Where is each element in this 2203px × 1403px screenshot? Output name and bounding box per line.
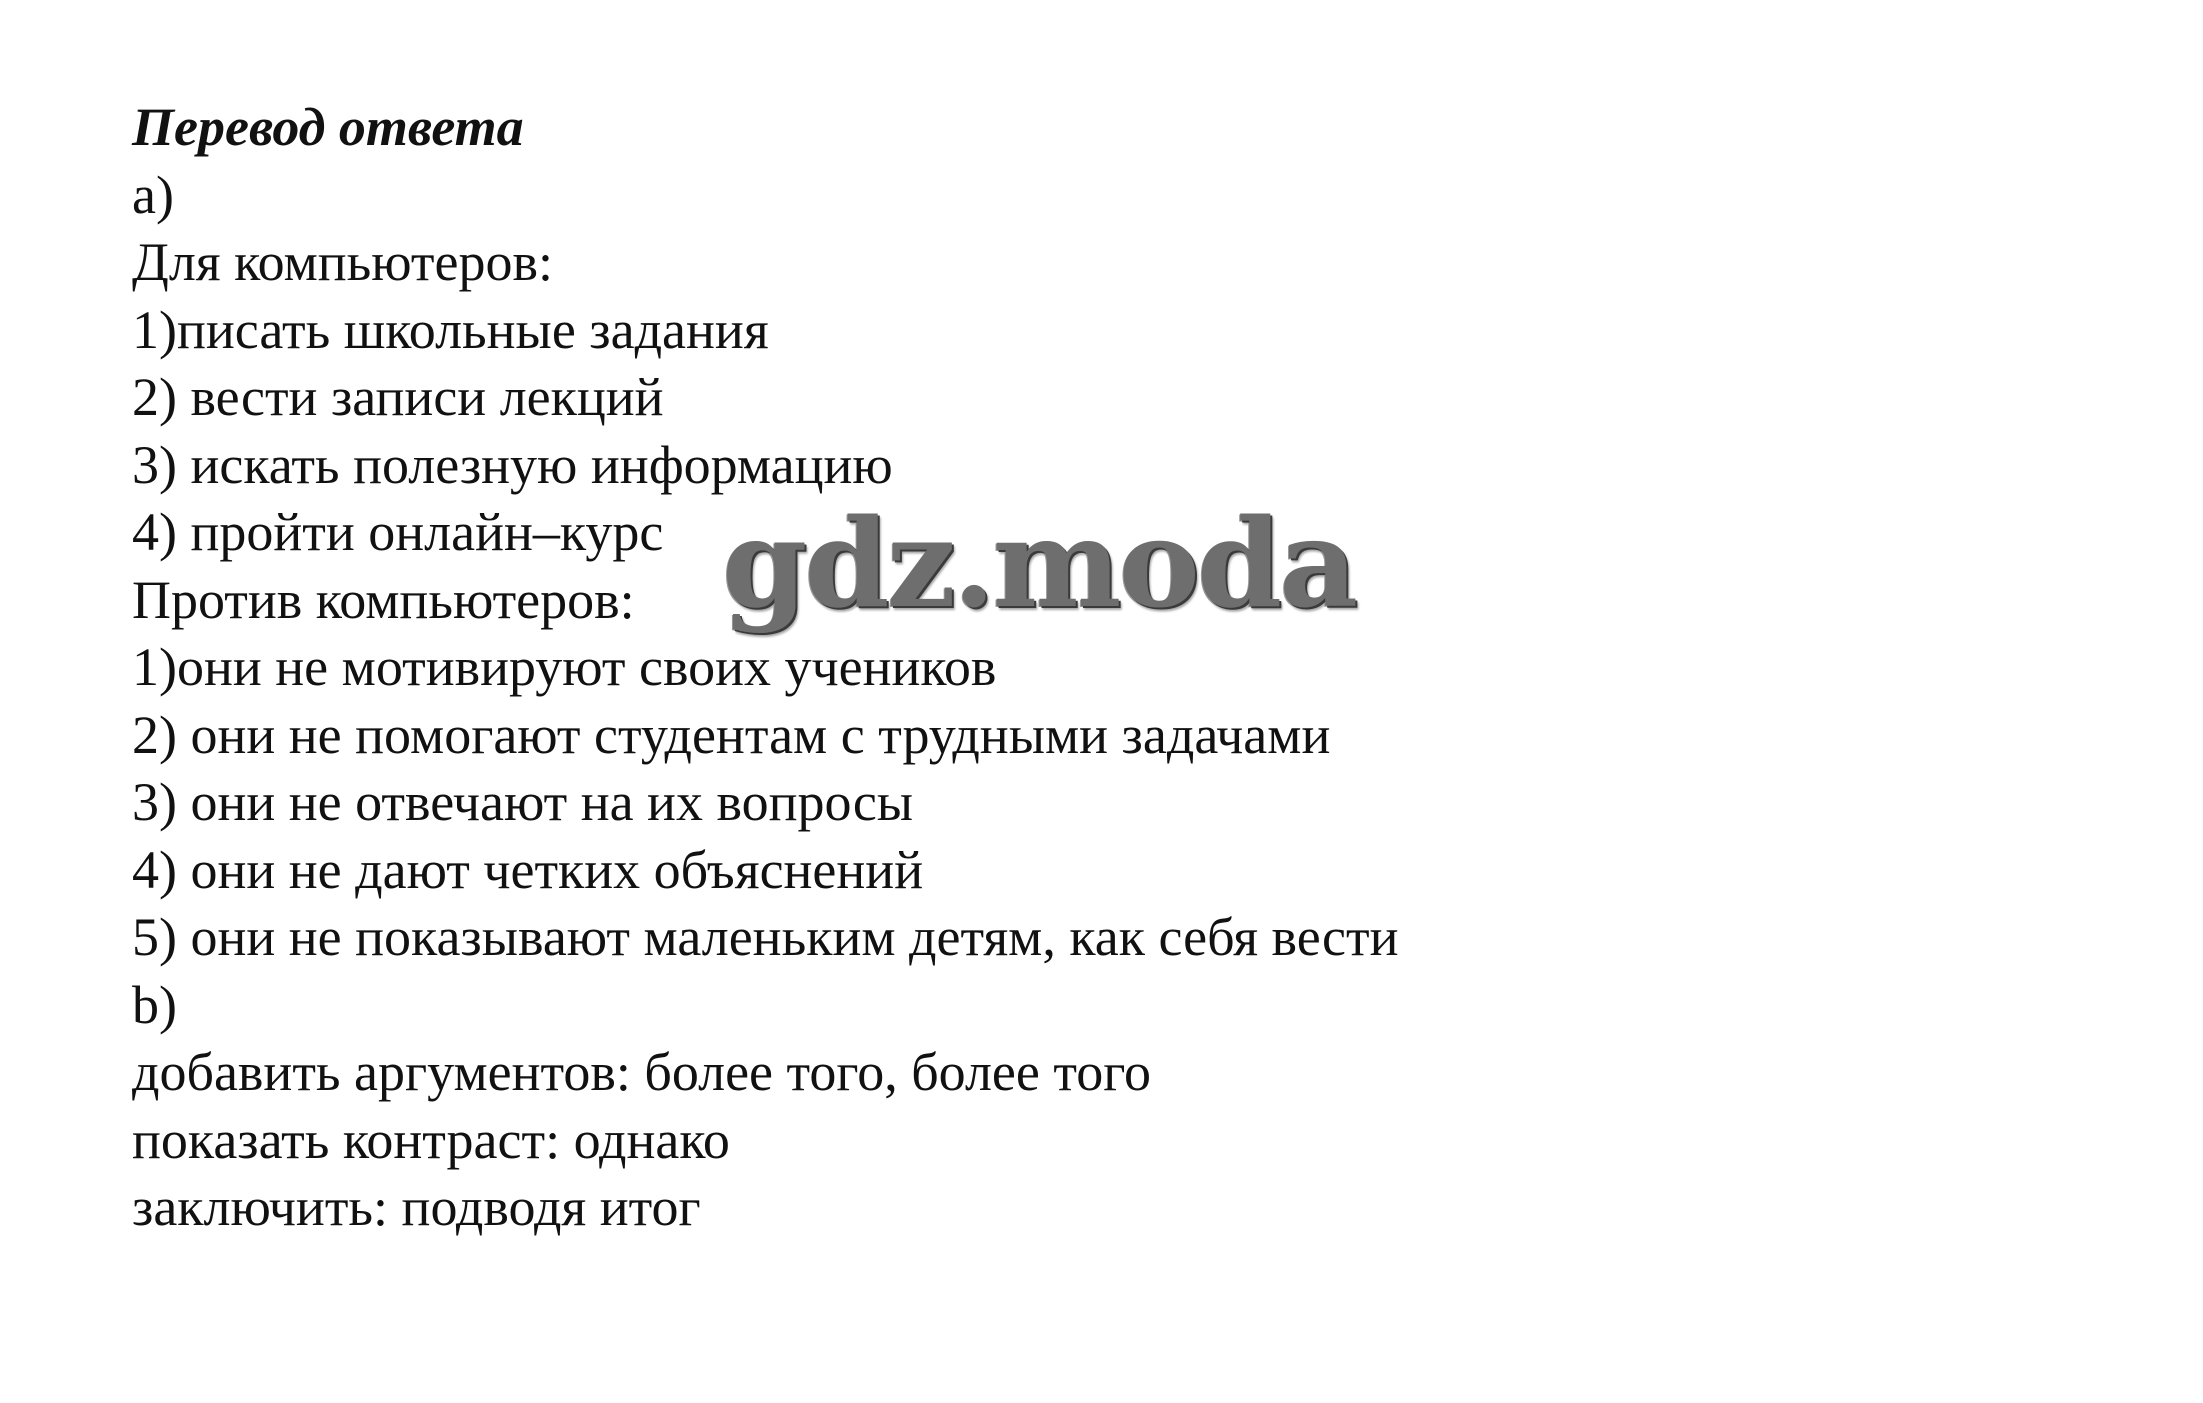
linker-add-arguments: добавить аргументов: более того, более того <box>132 1042 1152 1102</box>
linker-show-contrast: показать контраст: однако <box>132 1109 730 1170</box>
section-b-label: b) <box>132 974 177 1035</box>
section-a-label: a) <box>132 164 174 225</box>
document-body <box>132 94 2132 1242</box>
against-item-2: 2) они не помогают студентам с трудными задачами <box>132 704 1331 765</box>
watermark-logo: gdz.moda <box>722 491 1356 635</box>
document-title: Перевод ответа <box>132 97 524 157</box>
for-computers-heading: Для компьютеров: <box>132 232 553 292</box>
for-item-1: 1)писать школьные задания <box>132 299 769 360</box>
against-item-3: 3) они не отвечают на их вопросы <box>132 772 914 832</box>
against-item-4: 4) они не дают четких объяснений <box>132 839 924 900</box>
for-item-2: 2) вести записи лекций <box>132 367 664 427</box>
against-item-1: 1)они не мотивируют своих учеников <box>132 637 997 697</box>
for-item-3: 3) искать полезную информацию <box>132 434 893 495</box>
for-item-4: 4) пройти онлайн–курс <box>132 502 664 562</box>
against-item-5: 5) они не показывают маленьким детям, как себя вести <box>132 907 1399 967</box>
linker-conclude: заключить: подводя итог <box>132 1177 701 1237</box>
against-computers-heading: Против компьютеров: <box>132 569 635 630</box>
